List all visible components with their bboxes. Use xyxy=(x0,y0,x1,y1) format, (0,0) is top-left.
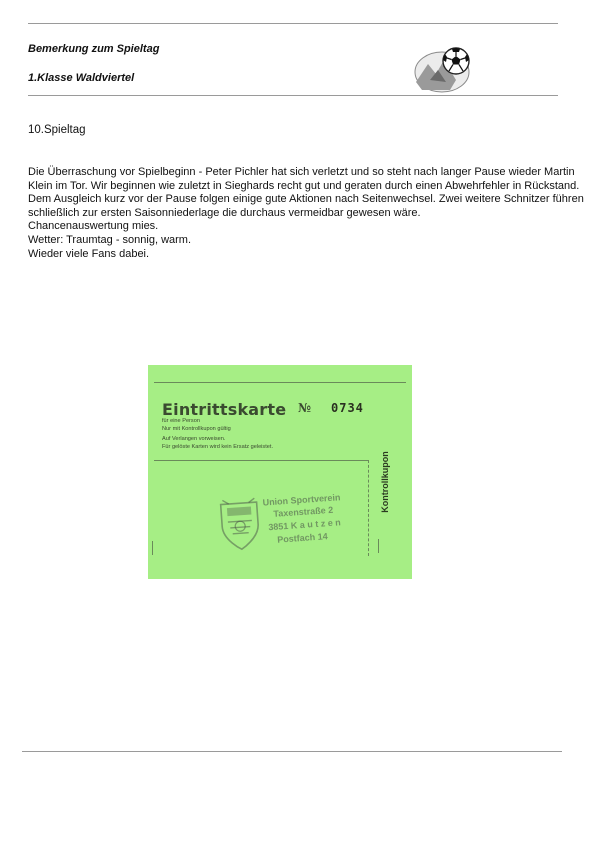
ticket-line-2: Nur mit Kontrollkupon gültig xyxy=(162,426,231,432)
ticket-number: 0734 xyxy=(331,401,364,415)
match-report xyxy=(28,166,588,261)
ticket-title: Eintrittskarte xyxy=(162,400,287,419)
ticket-number-sign: № xyxy=(298,401,312,415)
club-stamp xyxy=(214,485,388,557)
coupon-text: Kontrollkupon xyxy=(380,451,390,513)
stamp-line-2: Taxenstraße 2 xyxy=(273,504,334,519)
ticket-top-rule xyxy=(154,382,406,383)
report-paragraph: Die Überraschung vor Spielbeginn - Peter Pichler hat sich verletzt und so steht nach langer Pause wieder Martin Klein im Tor. Wir beginnen wie zuletzt in Sieghards recht gut und geraten durch einen Abwehrfehler in Rückstand. Dem Ausgleich kurz vor der Pause folgen einige gute Aktionen nach Seitenwechsel. Zwei weitere Schnitzer führen schließlich zur ersten Saisonniederlage die durchaus vermeidbar gewesen wäre. xyxy=(28,166,584,219)
ticket-line-3: Auf Verlangen vorweisen. xyxy=(162,436,226,442)
page-title: Bemerkung zum Spieltag xyxy=(28,43,160,55)
report-chances: Chancenauswertung mies. xyxy=(28,220,159,233)
ticket-line-4: Für gelöste Karten wird kein Ersatz geleistet. xyxy=(162,444,273,450)
league-name: 1.Klasse Waldviertel xyxy=(28,72,135,84)
header-top-rule xyxy=(28,23,558,24)
soccer-ball-logo-icon xyxy=(412,44,476,96)
ticket-tick-left xyxy=(152,541,153,555)
report-fans: Wieder viele Fans dabei. xyxy=(28,247,150,260)
header-bottom-rule xyxy=(28,95,558,96)
stamp-line-1: Union Sportverein xyxy=(262,492,341,508)
ticket-line-1: für eine Person xyxy=(162,418,200,424)
stamp-line-4: Postfach 14 xyxy=(276,531,329,545)
report-weather: Wetter: Traumtag - sonnig, warm. xyxy=(28,233,192,246)
footer-rule xyxy=(22,751,562,752)
stamp-line-3: 3851 K a u t z e n xyxy=(268,517,342,533)
entry-ticket xyxy=(148,365,412,579)
ticket-perforation-rule xyxy=(154,460,368,461)
matchday-label: 10.Spieltag xyxy=(28,124,86,136)
ball xyxy=(443,48,469,74)
club-crest-icon xyxy=(214,494,266,555)
